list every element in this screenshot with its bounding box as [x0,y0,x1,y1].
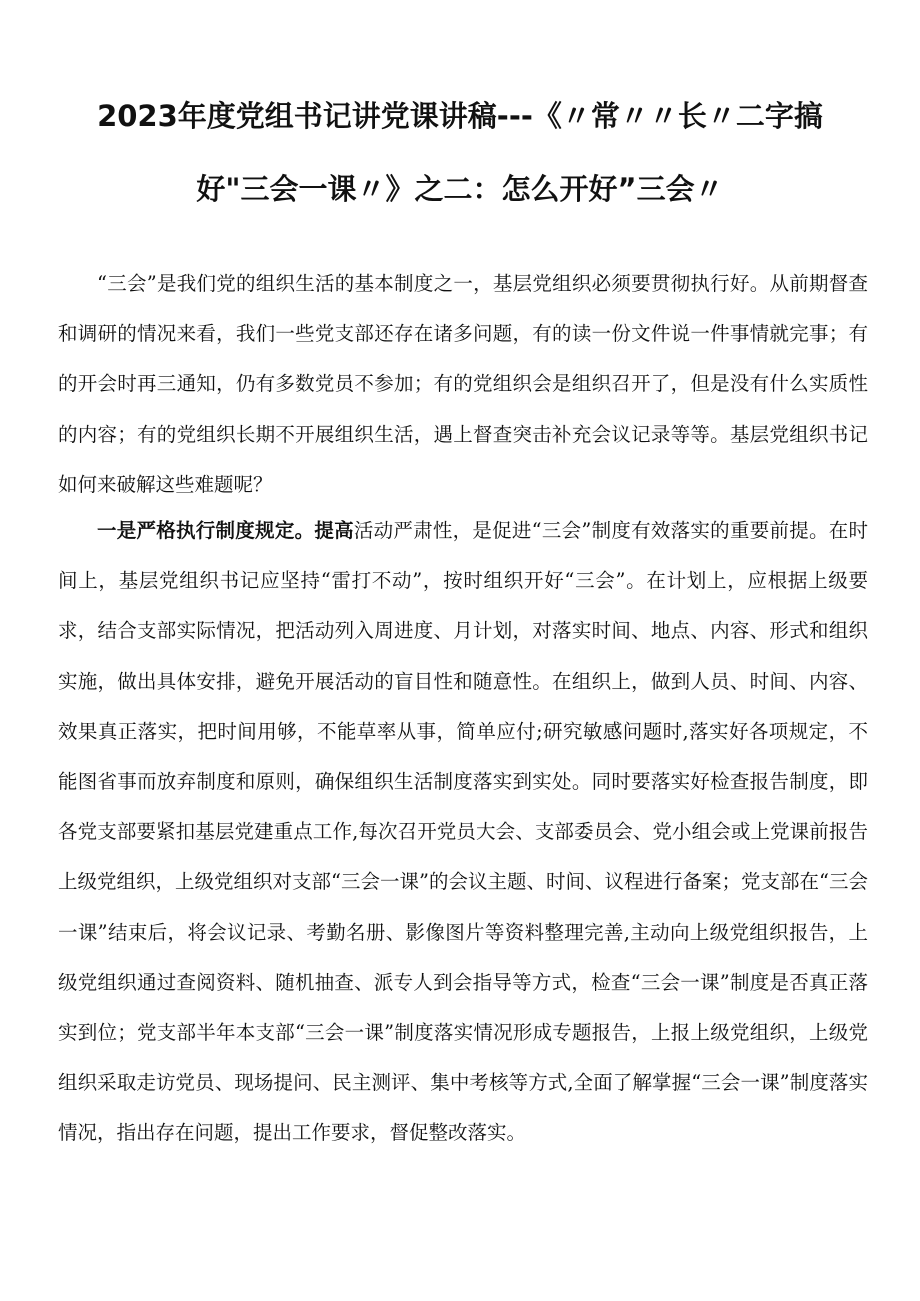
document-title-line-1: 2023年度党组书记讲党课讲稿---《〃常〃〃长〃二字搞 [97,99,823,133]
paragraph-1-text: “三会”是我们党的组织生活的基本制度之一，基层党组织必须要贯彻执行好。从前期督查和调研的情况来看，我们一些党支部还存在诸多问题，有的读一份文件说一件事情就完事；有的开会时再三通知，仍有多数党员不参加；有的党组织会是组织召开了，但是没有什么实质性的内容；有的党组织长期不开展组织生活，遇上督查突击补充会议记录等等。基层党组织书记如何来破解这些难题呢？ [58,272,868,496]
body-paragraph-1 [58,259,868,510]
body-paragraph-2 [58,506,868,1159]
document-title-line-2: 好"三会一课〃》之二：怎么开好”三会〃 [196,172,724,206]
paragraph-2-text: 活动严肃性，是促进“三会”制度有效落实的重要前提。在时间上，基层党组织书记应坚持“雷打不动”，按时组织开好“三会”。在计划上，应根据上级要求，结合支部实际情况，把活动列入周进度、月计划，对落实时间、地点、内容、形式和组织实施，做出具体安排，避免开展活动的盲目性和随意性。在组织上，做到人员、时间、内容、效果真正落实，把时间用够，不能草率从事，简单应付;研究敏感问题时,落实好各项规定，不能图省事而放弃制度和原则，确保组织生活制度落实到实处。同时要落实好检查报告制度，即各党支部要紧扣基层党建重点工作,每次召开党员大会、支部委员会、党小组会或上党课前报告上级党组织，上级党组织对支部“三会一课”的会议主题、时间、议程进行备案；党支部在“三会一课”结束后，将会议记录、考勤名册、影像图片等资料整理完善,主动向上级党组织报告，上级党组织通过查阅资料、随机抽查、派专人到会指导等方式，检查“三会一课”制度是否真正落实到位；党支部半年本支部“三会一课”制度落实情况形成专题报告，上报上级党组织，上级党组织采取走访党员、现场提问、民主测评、集中考核等方式,全面了解掌握“三会一课”制度落实情况，指出存在问题，提出工作要求，督促整改落实。 [58,519,868,1145]
paragraph-2-lead-heading: 一是严格执行制度规定。提高 [97,519,354,542]
